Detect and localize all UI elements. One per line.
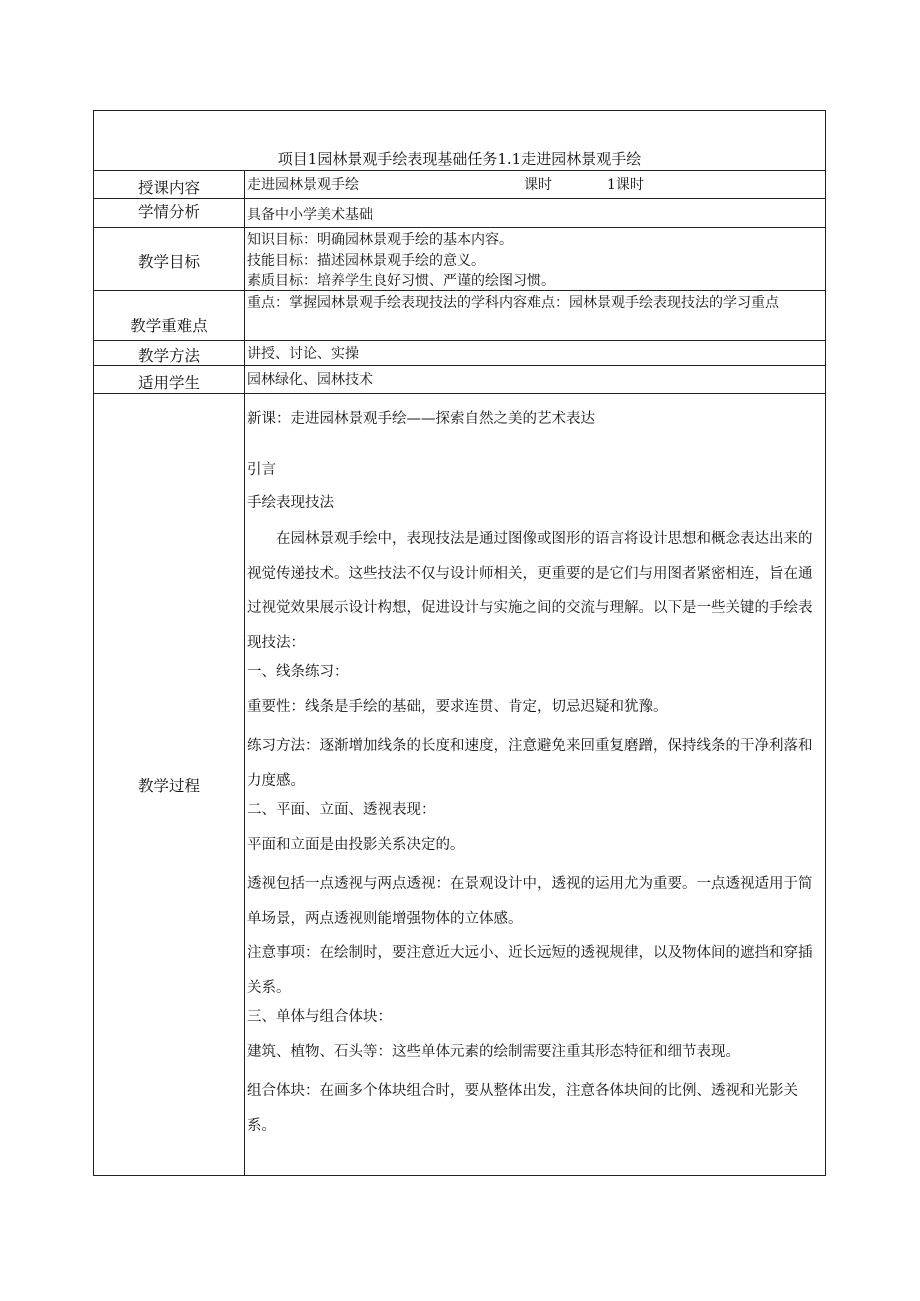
label-content: 授课内容 [137,179,200,197]
label-analysis: 学情分析 [137,203,200,221]
value-goals [247,230,821,292]
label-process: 教学过程 [137,777,200,795]
row-goals [94,228,825,291]
lesson-plan-table [93,110,826,1176]
title-row [94,111,825,171]
hours-value: 1课时 [607,177,644,193]
row-analysis [94,199,825,228]
hours-label: 课时 [524,177,552,193]
line-group-blocks: 组合体块：在画多个体块组合时，要从整体出发，注意各体块间的比例、透视和光影关系。 [247,1083,798,1134]
label-keypoints: 教学重难点 [130,317,208,335]
line-perspective: 透视包括一点透视与两点透视：在景观设计中，透视的运用尤为重要。一点透视适用于简单场景，两点透视则能增强物体的立体感。 [247,876,813,927]
line-importance: 重要性：线条是手绘的基础，要求连贯、肯定，切忌迟疑和犹豫。 [247,699,668,715]
goal-knowledge: 知识目标：明确园林景观手绘的基本内容。 [247,232,513,248]
row-content [94,171,825,199]
goal-quality: 素质目标：培养学生良好习惯、严谨的绘图习惯。 [247,273,555,289]
label-method: 教学方法 [137,347,200,365]
value-keypoints: 重点：掌握园林景观手绘表现技法的学科内容难点：园林景观手绘表现技法的学习重点 [247,295,779,311]
heading-lines: 一、线条练习： [247,664,349,680]
process-content [247,407,823,1143]
line-practice: 练习方法：逐渐增加线条的长度和速度，注意避免来回重复磨蹭，保持线条的干净利落和力度感。 [247,738,813,789]
lesson-title: 项目1园林景观手绘表现基础任务1.1走进园林景观手绘 [277,150,642,168]
intro-heading: 引言 [247,462,276,478]
row-method [94,341,825,366]
value-method: 讲授、讨论、实操 [247,346,359,362]
value-content: 走进园林景观手绘 [247,177,359,193]
goal-skill: 技能目标：描述园林景观手绘的意义。 [247,252,485,269]
line-plan-elevation: 平面和立面是由投影关系决定的。 [247,837,465,853]
technique-heading: 手绘表现技法 [247,495,334,511]
heading-projection: 二、平面、立面、透视表现： [247,802,436,818]
value-students: 园林绿化、园林技术 [247,372,373,388]
value-analysis: 具备中小学美术基础 [247,207,373,223]
row-keypoints [94,291,825,341]
label-goals: 教学目标 [137,253,200,271]
new-lesson-line: 新课：走进园林景观手绘——探索自然之美的艺术表达 [247,411,595,427]
label-students: 适用学生 [137,374,200,392]
line-single-elements: 建筑、植物、石头等：这些单体元素的绘制需要注重其形态特征和细节表现。 [247,1044,740,1060]
intro-paragraph: 在园林景观手绘中，表现技法是通过图像或图形的语言将设计思想和概念表达出来的视觉传递技术。这些技法不仅与设计师相关，更重要的是它们与用图者紧密相连，旨在通过视觉效果展示设计构想，促进设计与实施之间的交流与理解。以下是一些关键的手绘表现技法： [247,531,813,651]
heading-blocks: 三、单体与组合体块： [247,1009,392,1025]
line-notes: 注意事项：在绘制时，要注意近大远小、近长远短的透视规律，以及物体间的遮挡和穿插关系。 [247,945,813,996]
row-students [94,366,825,394]
